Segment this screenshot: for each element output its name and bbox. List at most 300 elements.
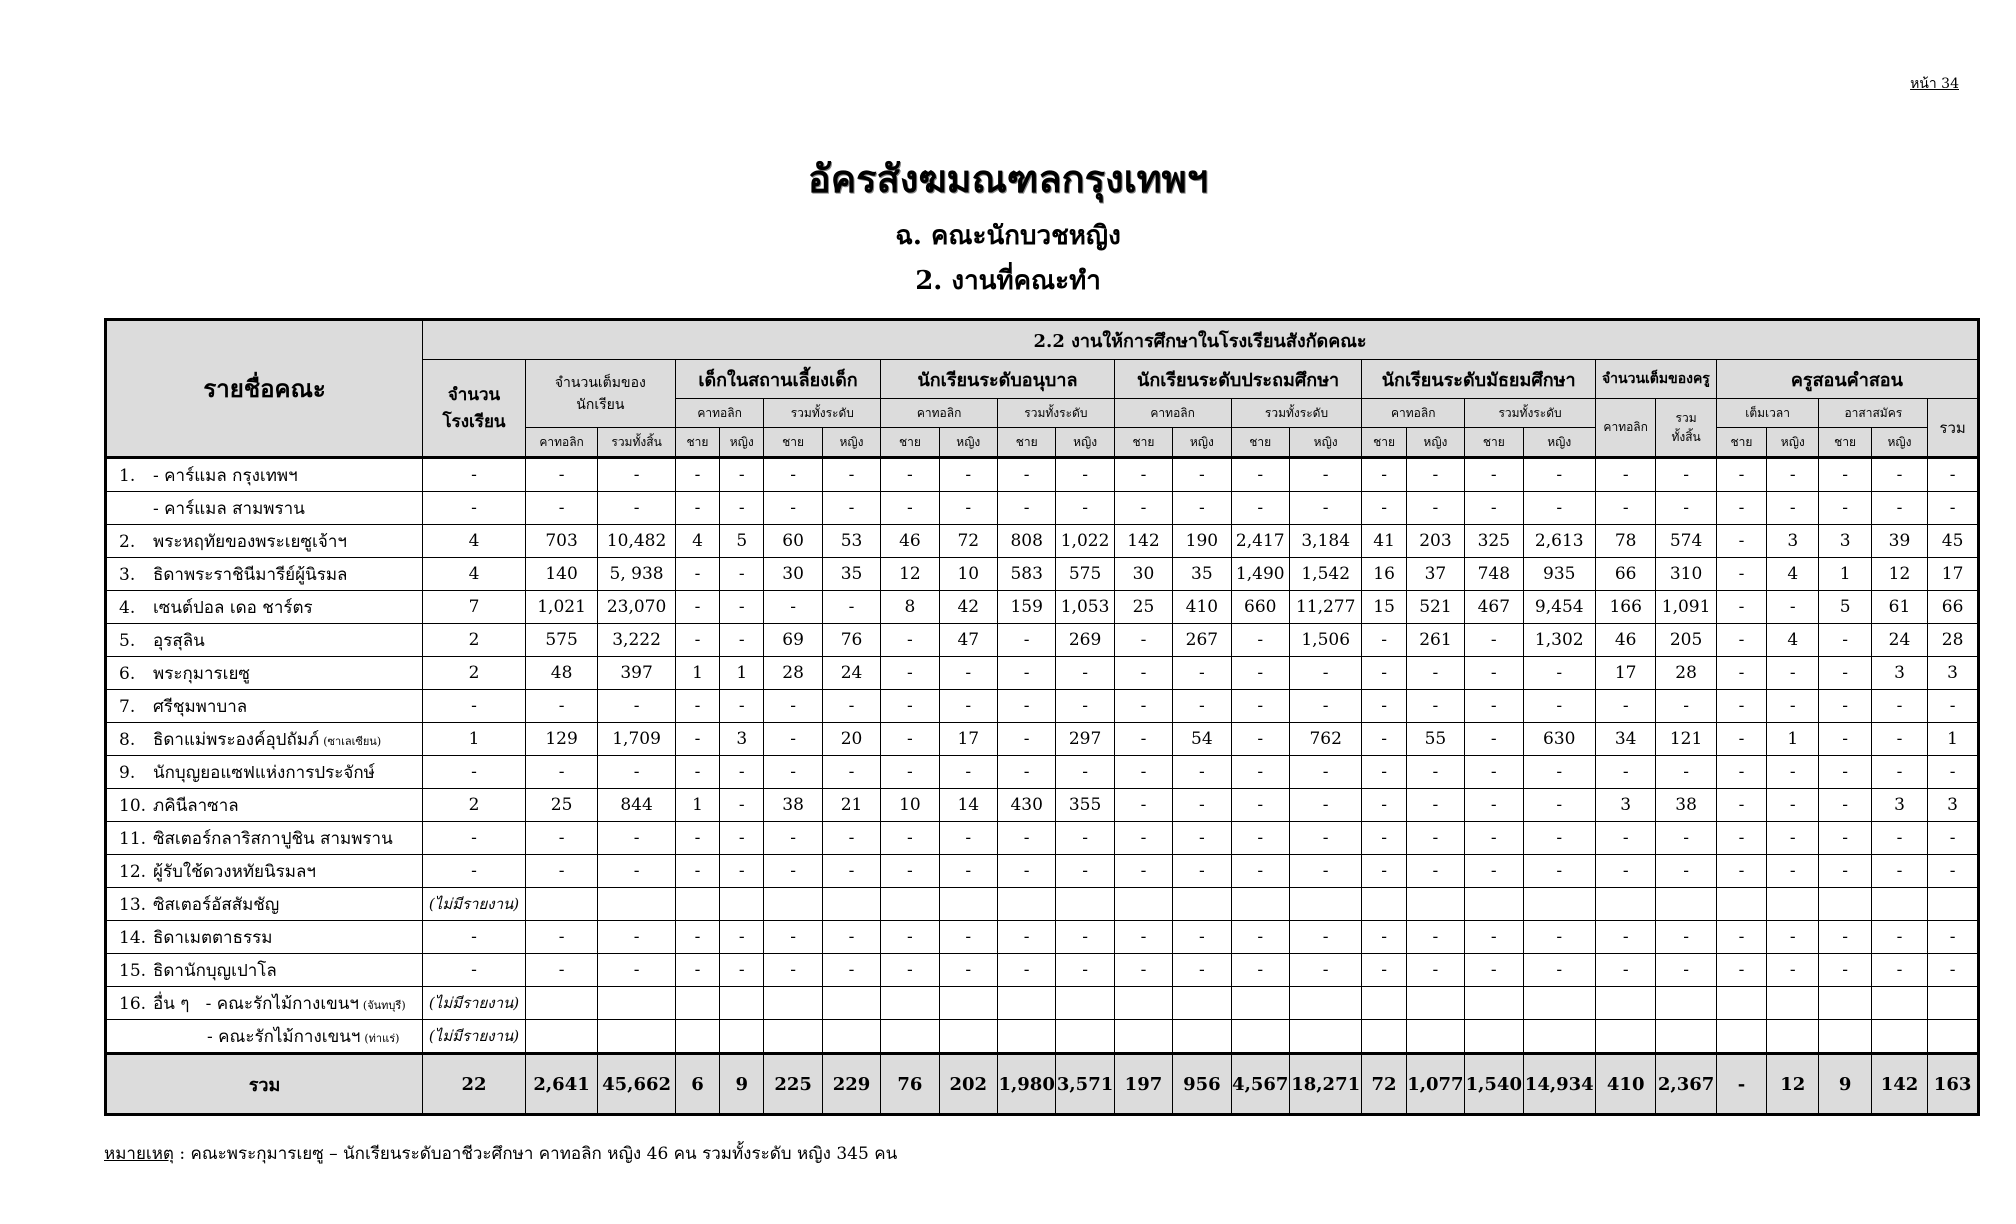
table-row: [106, 1020, 1979, 1054]
data-cell: -: [1362, 723, 1406, 756]
data-cell: -: [1871, 954, 1927, 987]
data-cell: -: [1289, 822, 1361, 855]
data-cell: 45: [1928, 525, 1979, 558]
data-cell: 1,490: [1231, 558, 1289, 591]
data-cell: -: [423, 690, 526, 723]
data-cell: -: [1767, 855, 1819, 888]
female-header: หญิง: [1056, 428, 1114, 458]
data-cell: -: [525, 822, 597, 855]
data-cell: -: [1595, 954, 1655, 987]
male-header: ชาย: [1465, 428, 1523, 458]
table-row: [106, 525, 1979, 558]
empty-cell: [764, 888, 822, 921]
empty-cell: [997, 987, 1055, 1020]
data-cell: -: [1465, 624, 1523, 657]
data-cell: 35: [822, 558, 880, 591]
total-cell: 229: [822, 1054, 880, 1115]
empty-cell: [1767, 987, 1819, 1020]
empty-cell: [1362, 987, 1406, 1020]
row-number: 7.: [119, 696, 136, 717]
data-cell: -: [997, 855, 1055, 888]
data-cell: -: [1465, 657, 1523, 690]
table-row: [106, 624, 1979, 657]
data-cell: -: [1871, 723, 1927, 756]
data-cell: -: [1362, 954, 1406, 987]
congregation-name: - คณะรักไม้กางเขนฯ: [153, 1026, 361, 1047]
data-cell: 3,222: [598, 624, 676, 657]
data-cell: -: [720, 954, 764, 987]
data-cell: -: [1231, 657, 1289, 690]
row-number: 4.: [119, 597, 136, 618]
data-cell: 24: [822, 657, 880, 690]
volunteer-header: อาสาสมัคร: [1819, 399, 1928, 428]
data-cell: 3: [1871, 789, 1927, 822]
data-cell: -: [1716, 789, 1766, 822]
row-name-cell: [106, 756, 423, 789]
data-cell: -: [1056, 822, 1114, 855]
data-cell: -: [1406, 954, 1464, 987]
data-cell: -: [939, 756, 997, 789]
data-cell: -: [525, 458, 597, 492]
data-cell: -: [1465, 921, 1523, 954]
data-cell: 2,417: [1231, 525, 1289, 558]
total-cell: -: [1716, 1054, 1766, 1115]
data-cell: 748: [1465, 558, 1523, 591]
data-cell: 12: [881, 558, 939, 591]
data-cell: -: [1362, 789, 1406, 822]
female-header: หญิง: [939, 428, 997, 458]
total-cell: 1,980: [997, 1054, 1055, 1115]
empty-cell: [1871, 1020, 1927, 1054]
data-cell: -: [997, 624, 1055, 657]
row-name-cell: [106, 458, 423, 492]
data-cell: 28: [764, 657, 822, 690]
data-cell: -: [1767, 458, 1819, 492]
data-cell: -: [1656, 492, 1716, 525]
data-cell: -: [1767, 657, 1819, 690]
data-cell: 34: [1595, 723, 1655, 756]
empty-cell: [881, 1020, 939, 1054]
table-row: [106, 723, 1979, 756]
data-cell: -: [1871, 690, 1927, 723]
data-cell: -: [1406, 657, 1464, 690]
data-cell: -: [1819, 822, 1871, 855]
total-row: [106, 1054, 1979, 1115]
data-cell: -: [1819, 723, 1871, 756]
name-column-header: รายชื่อคณะ: [106, 320, 423, 458]
data-cell: 205: [1656, 624, 1716, 657]
empty-cell: [997, 888, 1055, 921]
data-cell: -: [1114, 624, 1172, 657]
empty-cell: [1231, 888, 1289, 921]
row-name-cell: [106, 558, 423, 591]
data-cell: -: [1928, 690, 1979, 723]
total-cell: 1,077: [1406, 1054, 1464, 1115]
table-row: [106, 591, 1979, 624]
total-cell: 163: [1928, 1054, 1979, 1115]
data-cell: -: [939, 657, 997, 690]
female-header: หญิง: [1523, 428, 1595, 458]
data-cell: 25: [525, 789, 597, 822]
data-cell: 69: [764, 624, 822, 657]
data-cell: -: [1595, 921, 1655, 954]
data-cell: 310: [1656, 558, 1716, 591]
total-cell: 1,540: [1465, 1054, 1523, 1115]
empty-cell: [1231, 987, 1289, 1020]
data-cell: 430: [997, 789, 1055, 822]
data-cell: -: [1056, 855, 1114, 888]
students-all-total-header: รวมทั้งสิ้น: [598, 428, 676, 458]
data-cell: -: [1595, 822, 1655, 855]
data-cell: -: [720, 492, 764, 525]
data-cell: -: [1406, 921, 1464, 954]
congregation-name: ธิดาแม่พระองค์อุปถัมภ์: [153, 729, 320, 750]
data-cell: -: [1465, 458, 1523, 492]
data-cell: -: [1819, 492, 1871, 525]
data-cell: 129: [525, 723, 597, 756]
teachers-catholic-header: คาทอลิก: [1595, 399, 1655, 458]
data-cell: -: [1231, 723, 1289, 756]
data-cell: -: [1231, 921, 1289, 954]
data-cell: -: [997, 822, 1055, 855]
row-number: 8.: [119, 729, 136, 750]
table-row: [106, 855, 1979, 888]
data-cell: 325: [1465, 525, 1523, 558]
data-cell: -: [764, 458, 822, 492]
data-cell: -: [1871, 458, 1927, 492]
data-cell: -: [598, 756, 676, 789]
total-cell: 225: [764, 1054, 822, 1115]
data-cell: -: [1656, 756, 1716, 789]
data-cell: -: [1289, 855, 1361, 888]
nursery-catholic-header: คาทอลิก: [675, 399, 764, 428]
data-cell: 10,482: [598, 525, 676, 558]
data-cell: 4: [1767, 558, 1819, 591]
data-cell: -: [939, 954, 997, 987]
table-row: [106, 954, 1979, 987]
congregation-name: อุรสุลิน: [153, 630, 205, 651]
secondary-all-levels-header: รวมทั้งระดับ: [1465, 399, 1596, 428]
empty-cell: [1656, 987, 1716, 1020]
data-cell: -: [423, 822, 526, 855]
empty-cell: [1656, 1020, 1716, 1054]
male-header: ชาย: [1716, 428, 1766, 458]
data-cell: -: [1871, 822, 1927, 855]
data-cell: -: [881, 822, 939, 855]
data-cell: 1: [1819, 558, 1871, 591]
data-cell: -: [881, 756, 939, 789]
data-cell: -: [1465, 690, 1523, 723]
empty-cell: [1767, 1020, 1819, 1054]
data-cell: -: [1465, 954, 1523, 987]
data-cell: -: [881, 657, 939, 690]
empty-cell: [939, 888, 997, 921]
data-cell: -: [1114, 855, 1172, 888]
data-cell: -: [525, 492, 597, 525]
data-cell: -: [1523, 756, 1595, 789]
data-cell: -: [1231, 756, 1289, 789]
empty-cell: [1595, 1020, 1655, 1054]
data-cell: 630: [1523, 723, 1595, 756]
schools-header: จำนวน โรงเรียน: [423, 360, 526, 458]
data-cell: -: [997, 954, 1055, 987]
data-cell: 467: [1465, 591, 1523, 624]
data-cell: 12: [1871, 558, 1927, 591]
data-cell: -: [1289, 789, 1361, 822]
data-cell: 4: [675, 525, 719, 558]
data-cell: 808: [997, 525, 1055, 558]
empty-cell: [1928, 888, 1979, 921]
data-cell: -: [881, 954, 939, 987]
teachers-total-all-header: รวม ทั้งสิ้น: [1656, 399, 1716, 458]
empty-cell: [881, 888, 939, 921]
congregation-name: พระกุมารเยซู: [153, 663, 250, 684]
data-cell: -: [764, 690, 822, 723]
data-cell: 46: [881, 525, 939, 558]
data-cell: -: [1928, 458, 1979, 492]
total-label: รวม: [106, 1054, 423, 1115]
primary-header: นักเรียนระดับประถมศึกษา: [1114, 360, 1362, 399]
data-cell: 3: [720, 723, 764, 756]
data-cell: -: [881, 855, 939, 888]
data-cell: 38: [1656, 789, 1716, 822]
empty-cell: [1716, 987, 1766, 1020]
empty-cell: [1871, 888, 1927, 921]
data-cell: 1: [675, 657, 719, 690]
data-cell: -: [1716, 558, 1766, 591]
data-cell: -: [1595, 458, 1655, 492]
empty-cell: [1406, 987, 1464, 1020]
data-cell: -: [1406, 789, 1464, 822]
data-cell: -: [1406, 855, 1464, 888]
row-number: 6.: [119, 663, 136, 684]
students-catholic-header: คาทอลิก: [525, 428, 597, 458]
data-cell: 5: [720, 525, 764, 558]
data-cell: -: [764, 855, 822, 888]
female-header: หญิง: [1871, 428, 1927, 458]
empty-cell: [1114, 888, 1172, 921]
empty-cell: [1231, 1020, 1289, 1054]
data-cell: -: [1716, 458, 1766, 492]
empty-cell: [1362, 1020, 1406, 1054]
empty-cell: [598, 888, 676, 921]
data-cell: -: [997, 492, 1055, 525]
total-cell: 18,271: [1289, 1054, 1361, 1115]
data-cell: -: [1114, 789, 1172, 822]
empty-cell: [764, 987, 822, 1020]
data-cell: -: [997, 458, 1055, 492]
data-cell: -: [1716, 822, 1766, 855]
empty-cell: [1289, 888, 1361, 921]
data-cell: -: [525, 690, 597, 723]
data-cell: -: [1362, 822, 1406, 855]
data-cell: 1: [1928, 723, 1979, 756]
row-name-cell: [106, 657, 423, 690]
data-cell: -: [1173, 789, 1231, 822]
data-cell: 41: [1362, 525, 1406, 558]
data-cell: -: [1928, 921, 1979, 954]
data-cell: -: [1595, 690, 1655, 723]
data-cell: 17: [939, 723, 997, 756]
male-header: ชาย: [1819, 428, 1871, 458]
congregation-name: ศรีชุมพาบาล: [153, 696, 248, 717]
row-name-cell: [106, 1020, 423, 1054]
data-cell: -: [1289, 458, 1361, 492]
data-cell: 935: [1523, 558, 1595, 591]
empty-cell: [1406, 1020, 1464, 1054]
row-name-cell: [106, 624, 423, 657]
data-cell: 5, 938: [598, 558, 676, 591]
empty-cell: [675, 1020, 719, 1054]
data-cell: 46: [1595, 624, 1655, 657]
data-cell: -: [1871, 756, 1927, 789]
data-cell: 1,506: [1289, 624, 1361, 657]
data-cell: -: [1289, 657, 1361, 690]
row-number: 13.: [119, 894, 147, 915]
data-cell: 297: [1056, 723, 1114, 756]
data-cell: -: [720, 855, 764, 888]
data-cell: -: [1928, 954, 1979, 987]
data-cell: 10: [939, 558, 997, 591]
empty-cell: [1595, 987, 1655, 1020]
data-cell: -: [1056, 954, 1114, 987]
footnote: [104, 1140, 897, 1167]
data-cell: 16: [1362, 558, 1406, 591]
data-cell: -: [423, 492, 526, 525]
data-cell: 60: [764, 525, 822, 558]
data-cell: 61: [1871, 591, 1927, 624]
empty-cell: [1114, 987, 1172, 1020]
table-row: [106, 756, 1979, 789]
data-cell: 583: [997, 558, 1055, 591]
data-cell: 1: [720, 657, 764, 690]
empty-cell: [764, 1020, 822, 1054]
data-cell: -: [1716, 591, 1766, 624]
data-cell: -: [881, 624, 939, 657]
row-name-cell: [106, 591, 423, 624]
data-cell: -: [675, 690, 719, 723]
row-name-cell: [106, 888, 423, 921]
data-cell: -: [1231, 690, 1289, 723]
data-cell: -: [939, 921, 997, 954]
data-cell: -: [1056, 657, 1114, 690]
data-cell: 2,613: [1523, 525, 1595, 558]
data-cell: -: [1523, 789, 1595, 822]
data-cell: -: [1523, 657, 1595, 690]
data-cell: -: [1716, 525, 1766, 558]
data-cell: -: [1289, 690, 1361, 723]
teachers-total-header: จำนวนเต็มของครู: [1595, 360, 1716, 399]
data-cell: 140: [525, 558, 597, 591]
empty-cell: [1465, 987, 1523, 1020]
data-cell: -: [1767, 591, 1819, 624]
empty-cell: [1173, 987, 1231, 1020]
empty-cell: [822, 1020, 880, 1054]
empty-cell: [1767, 888, 1819, 921]
fulltime-header: เต็มเวลา: [1716, 399, 1819, 428]
data-cell: 28: [1656, 657, 1716, 690]
data-cell: 20: [822, 723, 880, 756]
data-cell: -: [423, 921, 526, 954]
data-cell: 397: [598, 657, 676, 690]
data-cell: -: [1656, 954, 1716, 987]
total-cell: 202: [939, 1054, 997, 1115]
nursery-all-levels-header: รวมทั้งระดับ: [764, 399, 881, 428]
empty-cell: [1465, 1020, 1523, 1054]
data-cell: -: [1716, 690, 1766, 723]
data-cell: -: [720, 921, 764, 954]
table-row: [106, 888, 1979, 921]
data-cell: -: [1173, 657, 1231, 690]
data-cell: -: [1406, 822, 1464, 855]
empty-cell: [1928, 987, 1979, 1020]
empty-cell: [1819, 888, 1871, 921]
data-cell: -: [822, 921, 880, 954]
data-cell: -: [720, 624, 764, 657]
data-cell: -: [1231, 954, 1289, 987]
table-row: [106, 558, 1979, 591]
data-cell: 1: [675, 789, 719, 822]
congregation-name: - คาร์แมล กรุงเทพฯ: [153, 465, 298, 486]
empty-cell: [720, 1020, 764, 1054]
data-cell: -: [1362, 458, 1406, 492]
data-cell: -: [1523, 954, 1595, 987]
data-cell: -: [598, 855, 676, 888]
data-cell: -: [1114, 954, 1172, 987]
data-cell: -: [1289, 921, 1361, 954]
data-cell: -: [1819, 954, 1871, 987]
total-cell: 76: [881, 1054, 939, 1115]
data-cell: -: [720, 591, 764, 624]
data-cell: 17: [1595, 657, 1655, 690]
data-cell: 1,542: [1289, 558, 1361, 591]
secondary-catholic-header: คาทอลิก: [1362, 399, 1465, 428]
data-cell: -: [598, 822, 676, 855]
data-cell: -: [1523, 822, 1595, 855]
data-cell: -: [675, 492, 719, 525]
total-cell: 14,934: [1523, 1054, 1595, 1115]
data-cell: -: [423, 458, 526, 492]
table-row: [106, 789, 1979, 822]
empty-cell: [675, 888, 719, 921]
data-cell: -: [1767, 954, 1819, 987]
data-cell: -: [764, 756, 822, 789]
no-report-cell: (ไม่มีรายงาน): [423, 987, 526, 1020]
data-cell: 3: [1595, 789, 1655, 822]
data-cell: -: [1114, 492, 1172, 525]
section-subtitle: ฉ. คณะนักบวชหญิง: [895, 221, 1121, 251]
female-header: หญิง: [822, 428, 880, 458]
empty-cell: [1465, 888, 1523, 921]
data-cell: -: [1289, 756, 1361, 789]
data-cell: -: [822, 690, 880, 723]
data-cell: -: [675, 855, 719, 888]
empty-cell: [1056, 987, 1114, 1020]
data-cell: -: [997, 756, 1055, 789]
data-cell: 2: [423, 789, 526, 822]
data-cell: 39: [1871, 525, 1927, 558]
data-cell: -: [1523, 921, 1595, 954]
empty-cell: [1595, 888, 1655, 921]
data-cell: 66: [1595, 558, 1655, 591]
empty-cell: [1819, 987, 1871, 1020]
data-cell: -: [1056, 492, 1114, 525]
empty-cell: [1523, 888, 1595, 921]
congregation-name: อื่น ๆ - คณะรักไม้กางเขนฯ: [153, 993, 359, 1014]
empty-cell: [720, 888, 764, 921]
data-cell: 3: [1767, 525, 1819, 558]
data-cell: -: [1595, 756, 1655, 789]
